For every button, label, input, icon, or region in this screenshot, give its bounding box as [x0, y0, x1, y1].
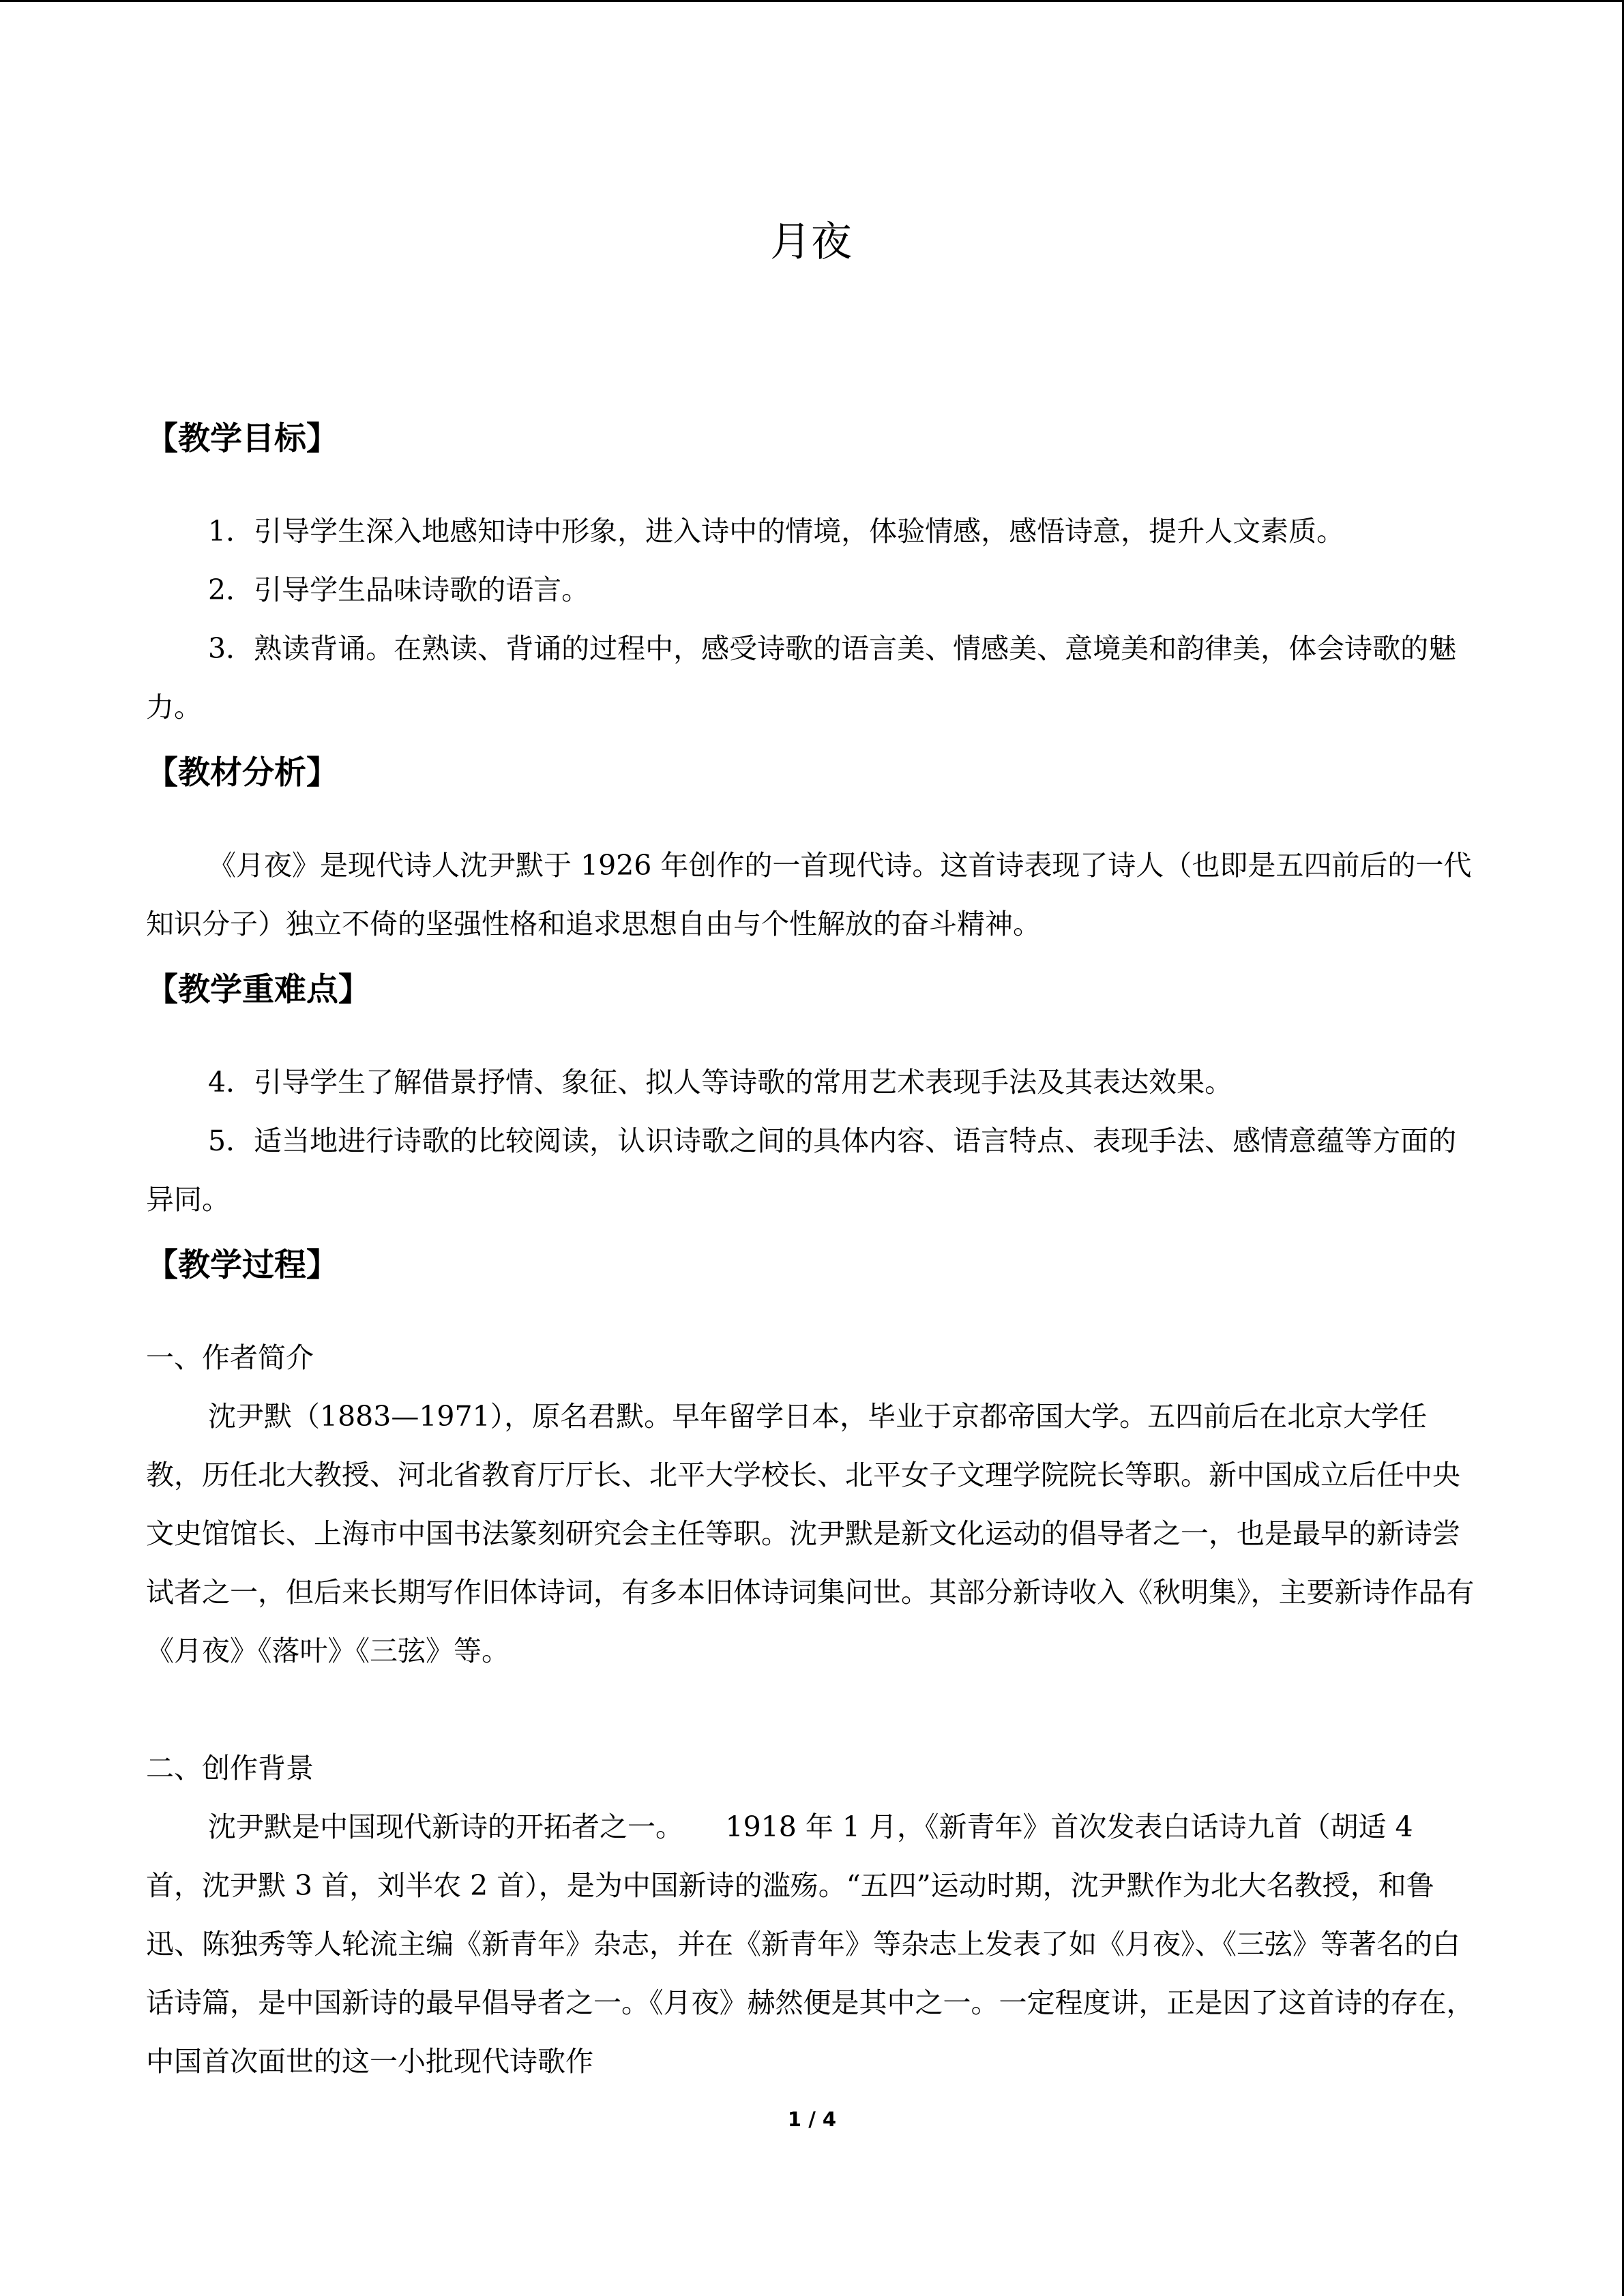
author-intro-paragraph: 沈尹默（1883—1971），原名君默。早年留学日本，毕业于京都帝国大学。五四前后在北京大学任教，历任北大教授、河北省教育厅厅长、北平大学校长、北平女子文理学院院长等职。新中国成立后任中央文史馆馆长、上海市中国书法篆刻研究会主任等职。沈尹默是新文化运动的倡导者之一，也是最早的新诗尝试者之一，但后来长期写作旧体诗词，有多本旧体诗词集问世。其部分新诗收入《秋明集》，主要新诗作品有《月夜》《落叶》《三弦》等。 [146, 1400, 1475, 1667]
goal-item-3: 3．熟读背诵。在熟读、背诵的过程中，感受诗歌的语言美、情感美、意境美和韵律美，体会诗歌的魅力。 [146, 632, 1457, 724]
section-heading-key-points: 【教学重难点】 [146, 971, 370, 1009]
section-heading-teaching-process: 【教学过程】 [146, 1247, 338, 1284]
subheading-author-intro: 一、作者简介 [146, 1341, 314, 1374]
key-point-item-4: 4．引导学生了解借景抒情、象征、拟人等诗歌的常用艺术表现手法及其表达效果。 [208, 1066, 1233, 1099]
creation-background-paragraph: 沈尹默是中国现代新诗的开拓者之一。 1918 年 1 月，《新青年》首次发表白话诗九首（胡适 4 首，沈尹默 3 首，刘半农 2 首），是为中国新诗的滥殇。“五四”运动时期，沈尹默作为北大名教授，和鲁迅、陈独秀等人轮流主编《新青年》杂志，并在《新青年》等杂志上发表了如《月夜》、《三弦》等著名的白话诗篇，是中国新诗的最早倡导者之一。《月夜》赫然便是其中之一。一定程度讲，正是因了这首诗的存在，中国首次面世的这一小批现代诗歌作 [146, 1810, 1475, 2078]
key-point-item-5: 5．适当地进行诗歌的比较阅读，认识诗歌之间的具体内容、语言特点、表现手法、感情意蕴等方面的异同。 [146, 1124, 1457, 1216]
section-teaching-goals [146, 415, 1476, 736]
page-number: 1 / 4 [787, 2108, 837, 2131]
goal-item-2: 2．引导学生品味诗歌的语言。 [208, 573, 590, 606]
page-content [146, 201, 1476, 2091]
section-material-analysis [146, 749, 1476, 953]
section-key-points [146, 966, 1476, 1229]
section-heading-teaching-goals: 【教学目标】 [146, 420, 338, 458]
document-title: 月夜 [770, 218, 852, 266]
analysis-paragraph: 《月夜》是现代诗人沈尹默于 1926 年创作的一首现代诗。这首诗表现了诗人（也即是五四前后的一代知识分子）独立不倚的坚强性格和追求思想自由与个性解放的奋斗精神。 [146, 849, 1472, 940]
section-heading-material-analysis: 【教材分析】 [146, 754, 338, 792]
section-teaching-process [146, 1241, 1476, 2091]
goal-item-1: 1．引导学生深入地感知诗中形象，进入诗中的情境，体验情感，感悟诗意，提升人文素质。 [208, 515, 1345, 548]
subheading-creation-background: 二、创作背景 [146, 1752, 314, 1785]
